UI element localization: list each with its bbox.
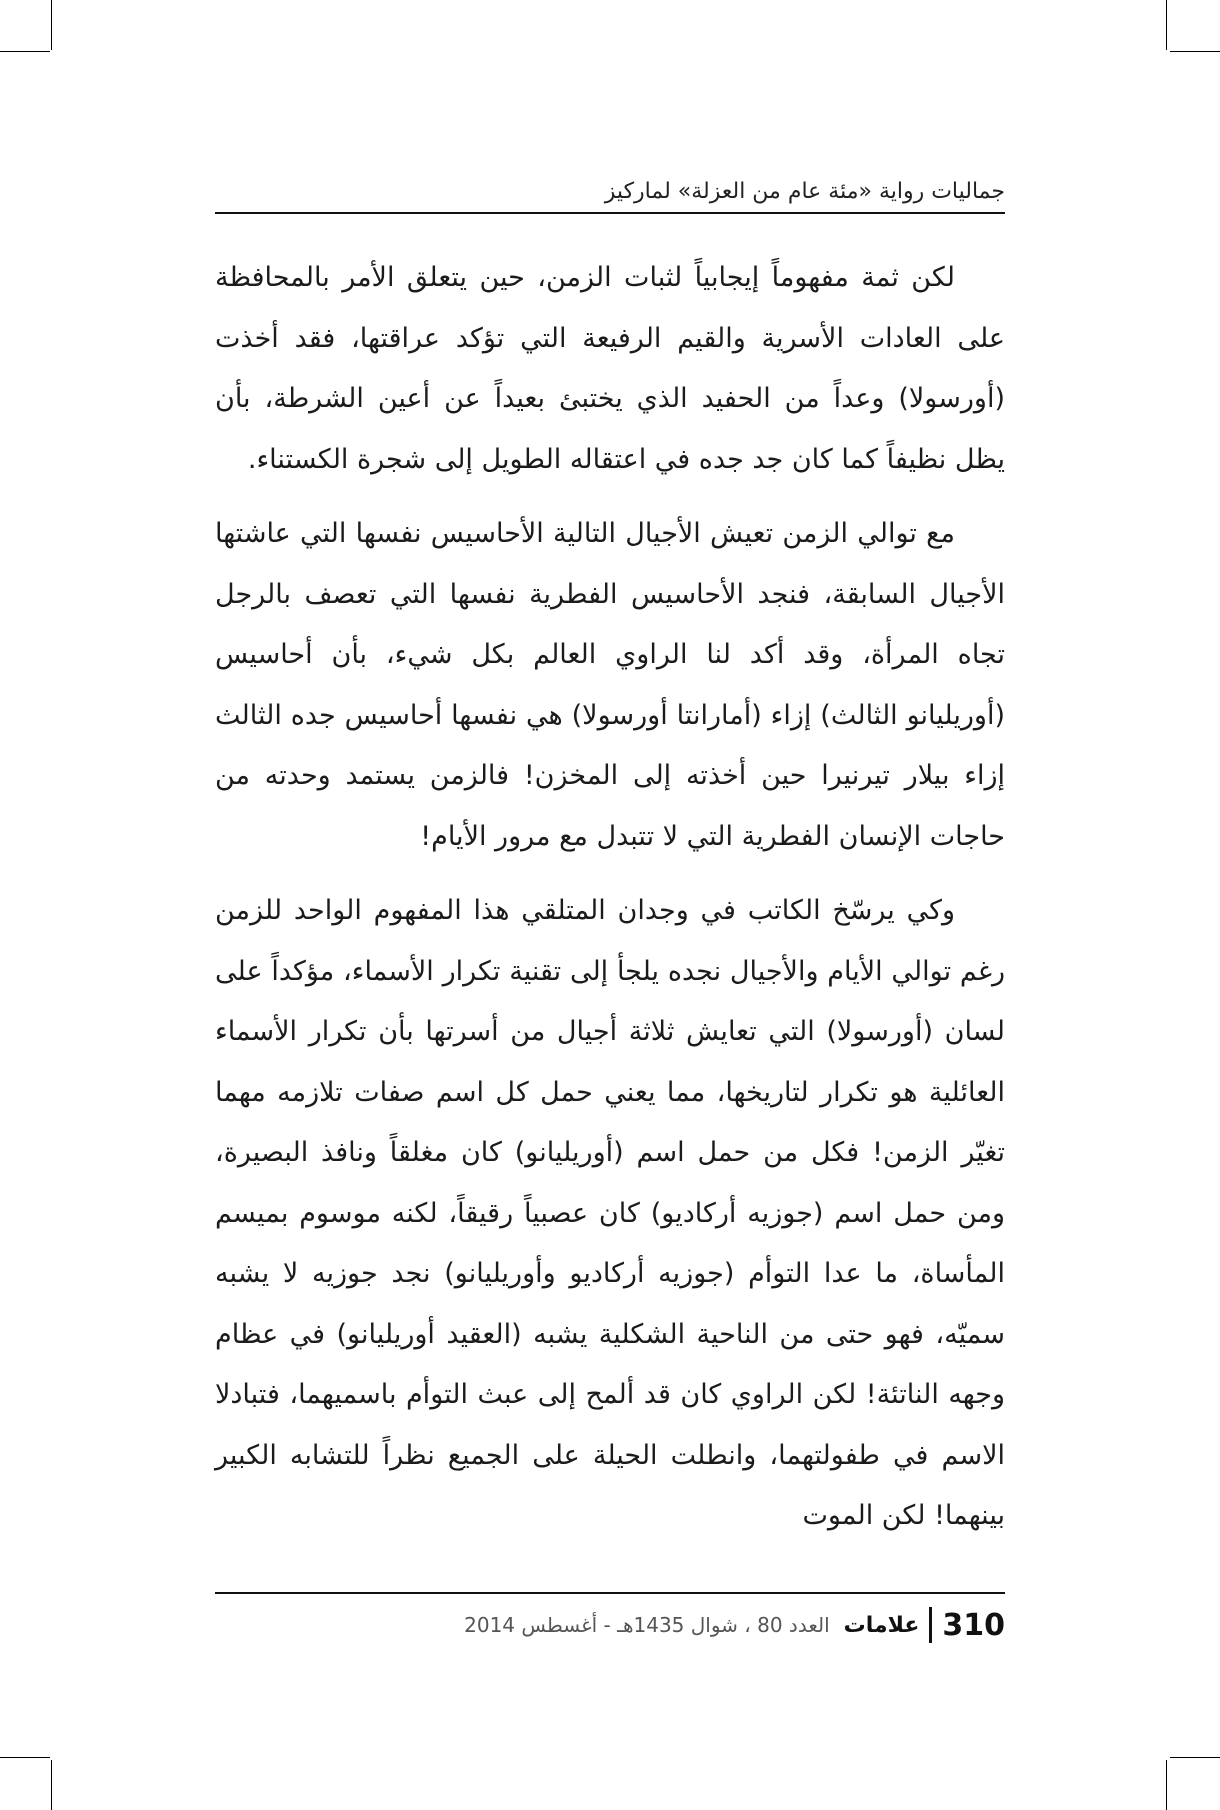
- paragraph: مع توالي الزمن تعيش الأجيال التالية الأحاسيس نفسها التي عاشتها الأجيال السابقة، فنجد الأحاسيس الفطرية نفسها التي تعصف بالرجل تجاه المرأة، وقد أكد لنا الراوي العالم بكل شيء، بأن أحاسيس (أوريليانو الثالث) إزاء (أمارانتا أورسولا) هي نفسها أحاسيس جده الثالث إزاء بيلار تيرنيرا حين أخذته إلى المخزن! فالزمن يستمد وحدته من حاجات الإنسان الفطرية التي لا تتبدل مع مرور الأيام!: [215, 518, 1005, 852]
- page-footer: [215, 1600, 1005, 1650]
- running-head: جماليات رواية «مئة عام من العزلة» لماركيز: [604, 179, 1005, 204]
- crop-mark: [1166, 1760, 1167, 1810]
- page-number: 310: [942, 1607, 1005, 1643]
- issue-info: العدد 80 ، شوال 1435هـ - أغسطس 2014: [464, 1613, 830, 1637]
- crop-mark: [1166, 0, 1167, 50]
- paragraph: لكن ثمة مفهوماً إيجابياً لثبات الزمن، حين يتعلق الأمر بالمحافظة على العادات الأسرية والقيم الرفيعة التي تؤكد عراقتها، فقد أخذت (أورسولا) وعداً من الحفيد الذي يختبئ بعيداً عن أعين الشرطة، بأن يظل نظيفاً كما كان جد جده في اعتقاله الطويل إلى شجرة الكستناء.: [215, 262, 1005, 475]
- crop-mark: [51, 1760, 52, 1810]
- header-rule: [215, 212, 1005, 214]
- crop-mark: [0, 51, 50, 52]
- crop-mark: [0, 1757, 50, 1758]
- footer-rule: [215, 1592, 1005, 1594]
- article-body: [215, 248, 1005, 1561]
- journal-logo: علامات: [843, 1612, 920, 1638]
- crop-mark: [1170, 1757, 1220, 1758]
- paragraph: وكي يرسّخ الكاتب في وجدان المتلقي هذا المفهوم الواحد للزمن رغم توالي الأيام والأجيال نجده يلجأ إلى تقنية تكرار الأسماء، مؤكداً على لسان (أورسولا) التي تعايش ثلاثة أجيال من أسرتها بأن تكرار الأسماء العائلية هو تكرار لتاريخها، مما يعني حمل كل اسم صفات تلازمه مهما تغيّر الزمن! فكل من حمل اسم (أوريليانو) كان مغلقاً ونافذ البصيرة، ومن حمل اسم (جوزيه أركاديو) كان عصبياً رقيقاً، لكنه موسوم بميسم المأساة، ما عدا التوأم (جوزيه أركاديو وأوريليانو) نجد جوزيه لا يشبه سميّه، فهو حتى من الناحية الشكلية يشبه (العقيد أوريليانو) في عظام وجهه الناتئة! لكن الراوي كان قد ألمح إلى عبث التوأم باسميهما، فتبادلا الاسم في طفولتهما، وانطلت الحيلة على الجميع نظراً للتشابه الكبير بينهما! لكن الموت: [215, 895, 1005, 1531]
- footer-divider: [929, 1607, 932, 1643]
- crop-mark: [1170, 51, 1220, 52]
- crop-mark: [51, 0, 52, 50]
